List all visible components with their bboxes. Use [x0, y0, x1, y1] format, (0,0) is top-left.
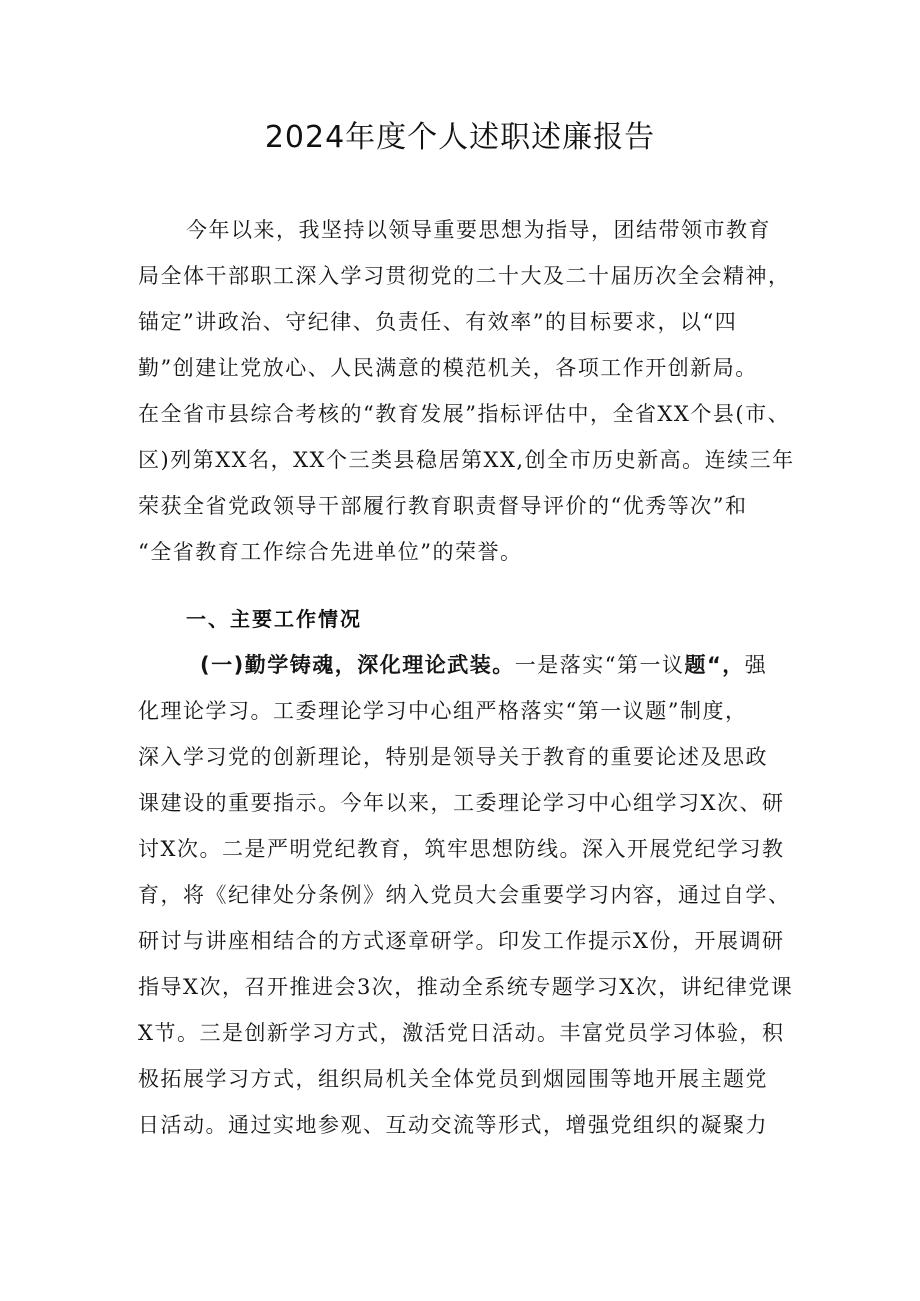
intro-line-8: “全省教育工作综合先进单位”的荣誉。 [138, 540, 523, 564]
subsection-1-line-8: 指导X次，召开推进会3次，推动全系统专题学习X次，讲纪律党课 [138, 975, 794, 999]
intro-line-2: 局全体干部职工深入学习贯彻党的二十大及二十届历次全会精神， [138, 264, 791, 288]
subsection-1-first-line [200, 646, 767, 684]
subsection-1-line-4: 课建设的重要指示。今年以来，工委理论学习中心组学习X次、研 [138, 791, 785, 815]
subsection-1-line-5: 讨X次。二是严明党纪教育，筑牢思想防线。深入开展党纪学习教 [138, 837, 785, 861]
intro-line-3: 锚定”讲政治、守纪律、负责任、有效率”的目标要求，以“四 [138, 310, 738, 334]
intro-line-1: 今年以来，我坚持以领导重要思想为指导，团结带领市教育 [186, 218, 771, 242]
subsection-1-line-6: 育，将《纪律处分条例》纳入党员大会重要学习内容，通过自学、 [138, 883, 791, 907]
subsection-1-text-start: 一是落实“第一议 [514, 653, 685, 677]
subsection-1-line-9: X节。三是创新学习方式，激活党日活动。丰富党员学习体验，积 [138, 1021, 785, 1045]
subsection-1-bold-quote: 题“， [684, 653, 745, 677]
subsection-1-heading: (一)勤学铸魂，深化理论武装。 [200, 653, 515, 677]
subsection-1-text-end: 强 [744, 653, 768, 677]
subsection-1-line-11: 日活动。通过实地参观、互动交流等形式，增强党组织的凝聚力 [138, 1113, 768, 1137]
intro-line-6: 区)列第XX名，XX个三类县稳居第XX,创全市历史新高。连续三年 [138, 448, 795, 472]
intro-line-4: 勤”创建让党放心、人民满意的模范机关，各项工作开创新局。 [138, 356, 758, 380]
intro-line-7: 荣获全省党政领导干部履行教育职责督导评价的“优秀等次”和 [138, 494, 748, 518]
document-title: 2024年度个人述职述廉报告 [264, 120, 656, 155]
subsection-1-line-10: 极拓展学习方式，组织局机关全体党员到烟园围等地开展主题党 [138, 1067, 768, 1091]
subsection-1-line-2: 化理论学习。工委理论学习中心组严格落实“第一议题”制度， [138, 699, 748, 723]
intro-line-5: 在全省市县综合考核的“教育发展”指标评估中，全省XX个县(市、 [138, 402, 791, 426]
section-heading-main-work: 一、主要工作情况 [186, 607, 362, 631]
subsection-1-line-7: 研讨与讲座相结合的方式逐章研学。印发工作提示X份，开展调研 [138, 929, 785, 953]
subsection-1-line-3: 深入学习党的创新理论，特别是领导关于教育的重要论述及思政 [138, 745, 768, 769]
